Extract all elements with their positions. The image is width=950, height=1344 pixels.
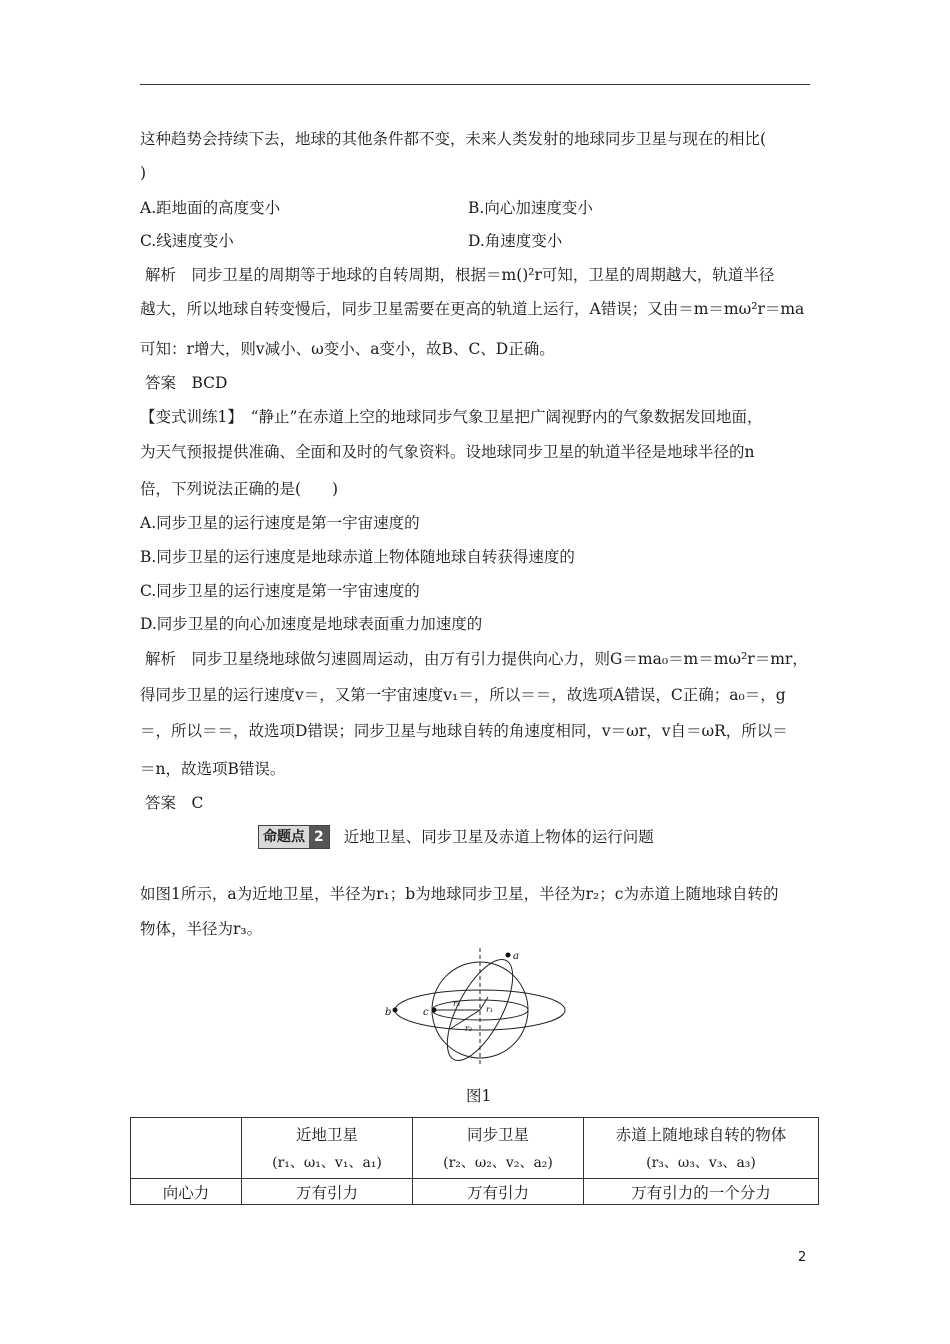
answer-2: 答案 C bbox=[145, 794, 204, 812]
header-title: 赤道上随地球自转的物体 bbox=[615, 1126, 787, 1144]
label-a: a bbox=[513, 951, 519, 962]
variant-stem-line-2: 为天气预报提供准确、全面和及时的气象资料。设地球同步卫星的轨道半径是地球半径的n bbox=[140, 443, 755, 461]
variant-option-b: B.同步卫星的运行速度是地球赤道上物体随地球自转获得速度的 bbox=[140, 548, 575, 566]
satellite-b-dot bbox=[393, 1008, 398, 1013]
analysis-line-2: 越大，所以地球自转变慢后，同步卫星需要在更高的轨道上运行，A错误；又由＝m＝mω²r＝ma bbox=[140, 300, 805, 318]
page-number: 2 bbox=[798, 1250, 807, 1265]
header-sub: (r₁、ω₁、v₁、a₁) bbox=[272, 1155, 382, 1171]
option-b: B.向心加速度变小 bbox=[468, 199, 593, 217]
topic-heading bbox=[258, 825, 654, 849]
option-c: C.线速度变小 bbox=[140, 232, 234, 250]
table-header-empty bbox=[131, 1118, 242, 1179]
analysis-line-1: 解析 同步卫星的周期等于地球的自转周期，根据＝m()²r可知，卫星的周期越大，轨道半径 bbox=[145, 266, 775, 284]
label-r3: r₃ bbox=[453, 999, 461, 1008]
analysis-line-3: 可知：r增大，则v减小、ω变小、a变小，故B、C、D正确。 bbox=[140, 340, 555, 358]
label-b: b bbox=[385, 1007, 392, 1018]
question-stem-line-2: ) bbox=[140, 164, 147, 182]
option-d: D.角速度变小 bbox=[468, 232, 563, 250]
topic-badge bbox=[258, 825, 330, 849]
table-row bbox=[131, 1179, 819, 1205]
table-cell: 万有引力的一个分力 bbox=[584, 1179, 819, 1205]
figure-caption: 图1 bbox=[466, 1087, 492, 1105]
variant-analysis-line-2: 得同步卫星的运行速度v＝，又第一宇宙速度v₁＝，所以＝＝，故选项A错误，C正确；a₀＝，g bbox=[140, 686, 786, 704]
topic-badge-number: 2 bbox=[309, 826, 329, 848]
object-c-dot bbox=[432, 1008, 437, 1013]
table-header-near-earth bbox=[242, 1118, 413, 1179]
option-a: A.距地面的高度变小 bbox=[140, 199, 281, 217]
intro-line-2: 物体，半径为r₃。 bbox=[140, 920, 263, 938]
table-cell: 万有引力 bbox=[242, 1179, 413, 1205]
variant-option-c: C.同步卫星的运行速度是第一宇宙速度的 bbox=[140, 582, 420, 600]
header-sub: (r₃、ω₃、v₃、a₃) bbox=[646, 1155, 756, 1171]
question-stem-line-1: 这种趋势会持续下去，地球的其他条件都不变，未来人类发射的地球同步卫星与现在的相比( bbox=[140, 130, 767, 148]
label-c: c bbox=[423, 1007, 429, 1018]
satellite-a-dot bbox=[506, 953, 511, 958]
orbit-diagram bbox=[380, 945, 580, 1070]
label-r1: r₁ bbox=[486, 1005, 494, 1014]
header-title: 同步卫星 bbox=[466, 1126, 529, 1144]
variant-analysis-line-4: ＝n，故选项B错误。 bbox=[140, 760, 286, 778]
table-cell: 向心力 bbox=[131, 1179, 242, 1205]
variant-stem-line-1: 【变式训练1】 “静止”在赤道上空的地球同步气象卫星把广阔视野内的气象数据发回地面， bbox=[140, 408, 763, 426]
comparison-table bbox=[130, 1117, 819, 1205]
table-header-row bbox=[131, 1118, 819, 1179]
table-header-equator-object bbox=[584, 1118, 819, 1179]
header-sub: (r₂、ω₂、v₂、a₂) bbox=[443, 1155, 553, 1171]
answer-1: 答案 BCD bbox=[145, 374, 228, 392]
table-cell: 万有引力 bbox=[413, 1179, 584, 1205]
variant-stem-line-3: 倍，下列说法正确的是( ) bbox=[140, 480, 339, 498]
topic-badge-label: 命题点 bbox=[259, 826, 309, 848]
variant-analysis-line-1: 解析 同步卫星绕地球做匀速圆周运动，由万有引力提供向心力，则G＝ma₀＝m＝mω²r＝mr， bbox=[145, 650, 808, 668]
topic-title: 近地卫星、同步卫星及赤道上物体的运行问题 bbox=[343, 828, 654, 846]
variant-option-d: D.同步卫星的向心加速度是地球表面重力加速度的 bbox=[140, 615, 483, 633]
variant-analysis-line-3: ＝，所以＝＝，故选项D错误；同步卫星与地球自转的角速度相同，v＝ωr，v自＝ωR，所以＝ bbox=[140, 722, 788, 740]
intro-line-1: 如图1所示，a为近地卫星，半径为r₁；b为地球同步卫星，半径为r₂；c为赤道上随地球自转的 bbox=[140, 885, 779, 903]
label-r2: r₂ bbox=[465, 1024, 473, 1033]
header-rule bbox=[140, 84, 810, 85]
variant-option-a: A.同步卫星的运行速度是第一宇宙速度的 bbox=[140, 514, 420, 532]
table-header-synchronous bbox=[413, 1118, 584, 1179]
header-title: 近地卫星 bbox=[295, 1126, 358, 1144]
